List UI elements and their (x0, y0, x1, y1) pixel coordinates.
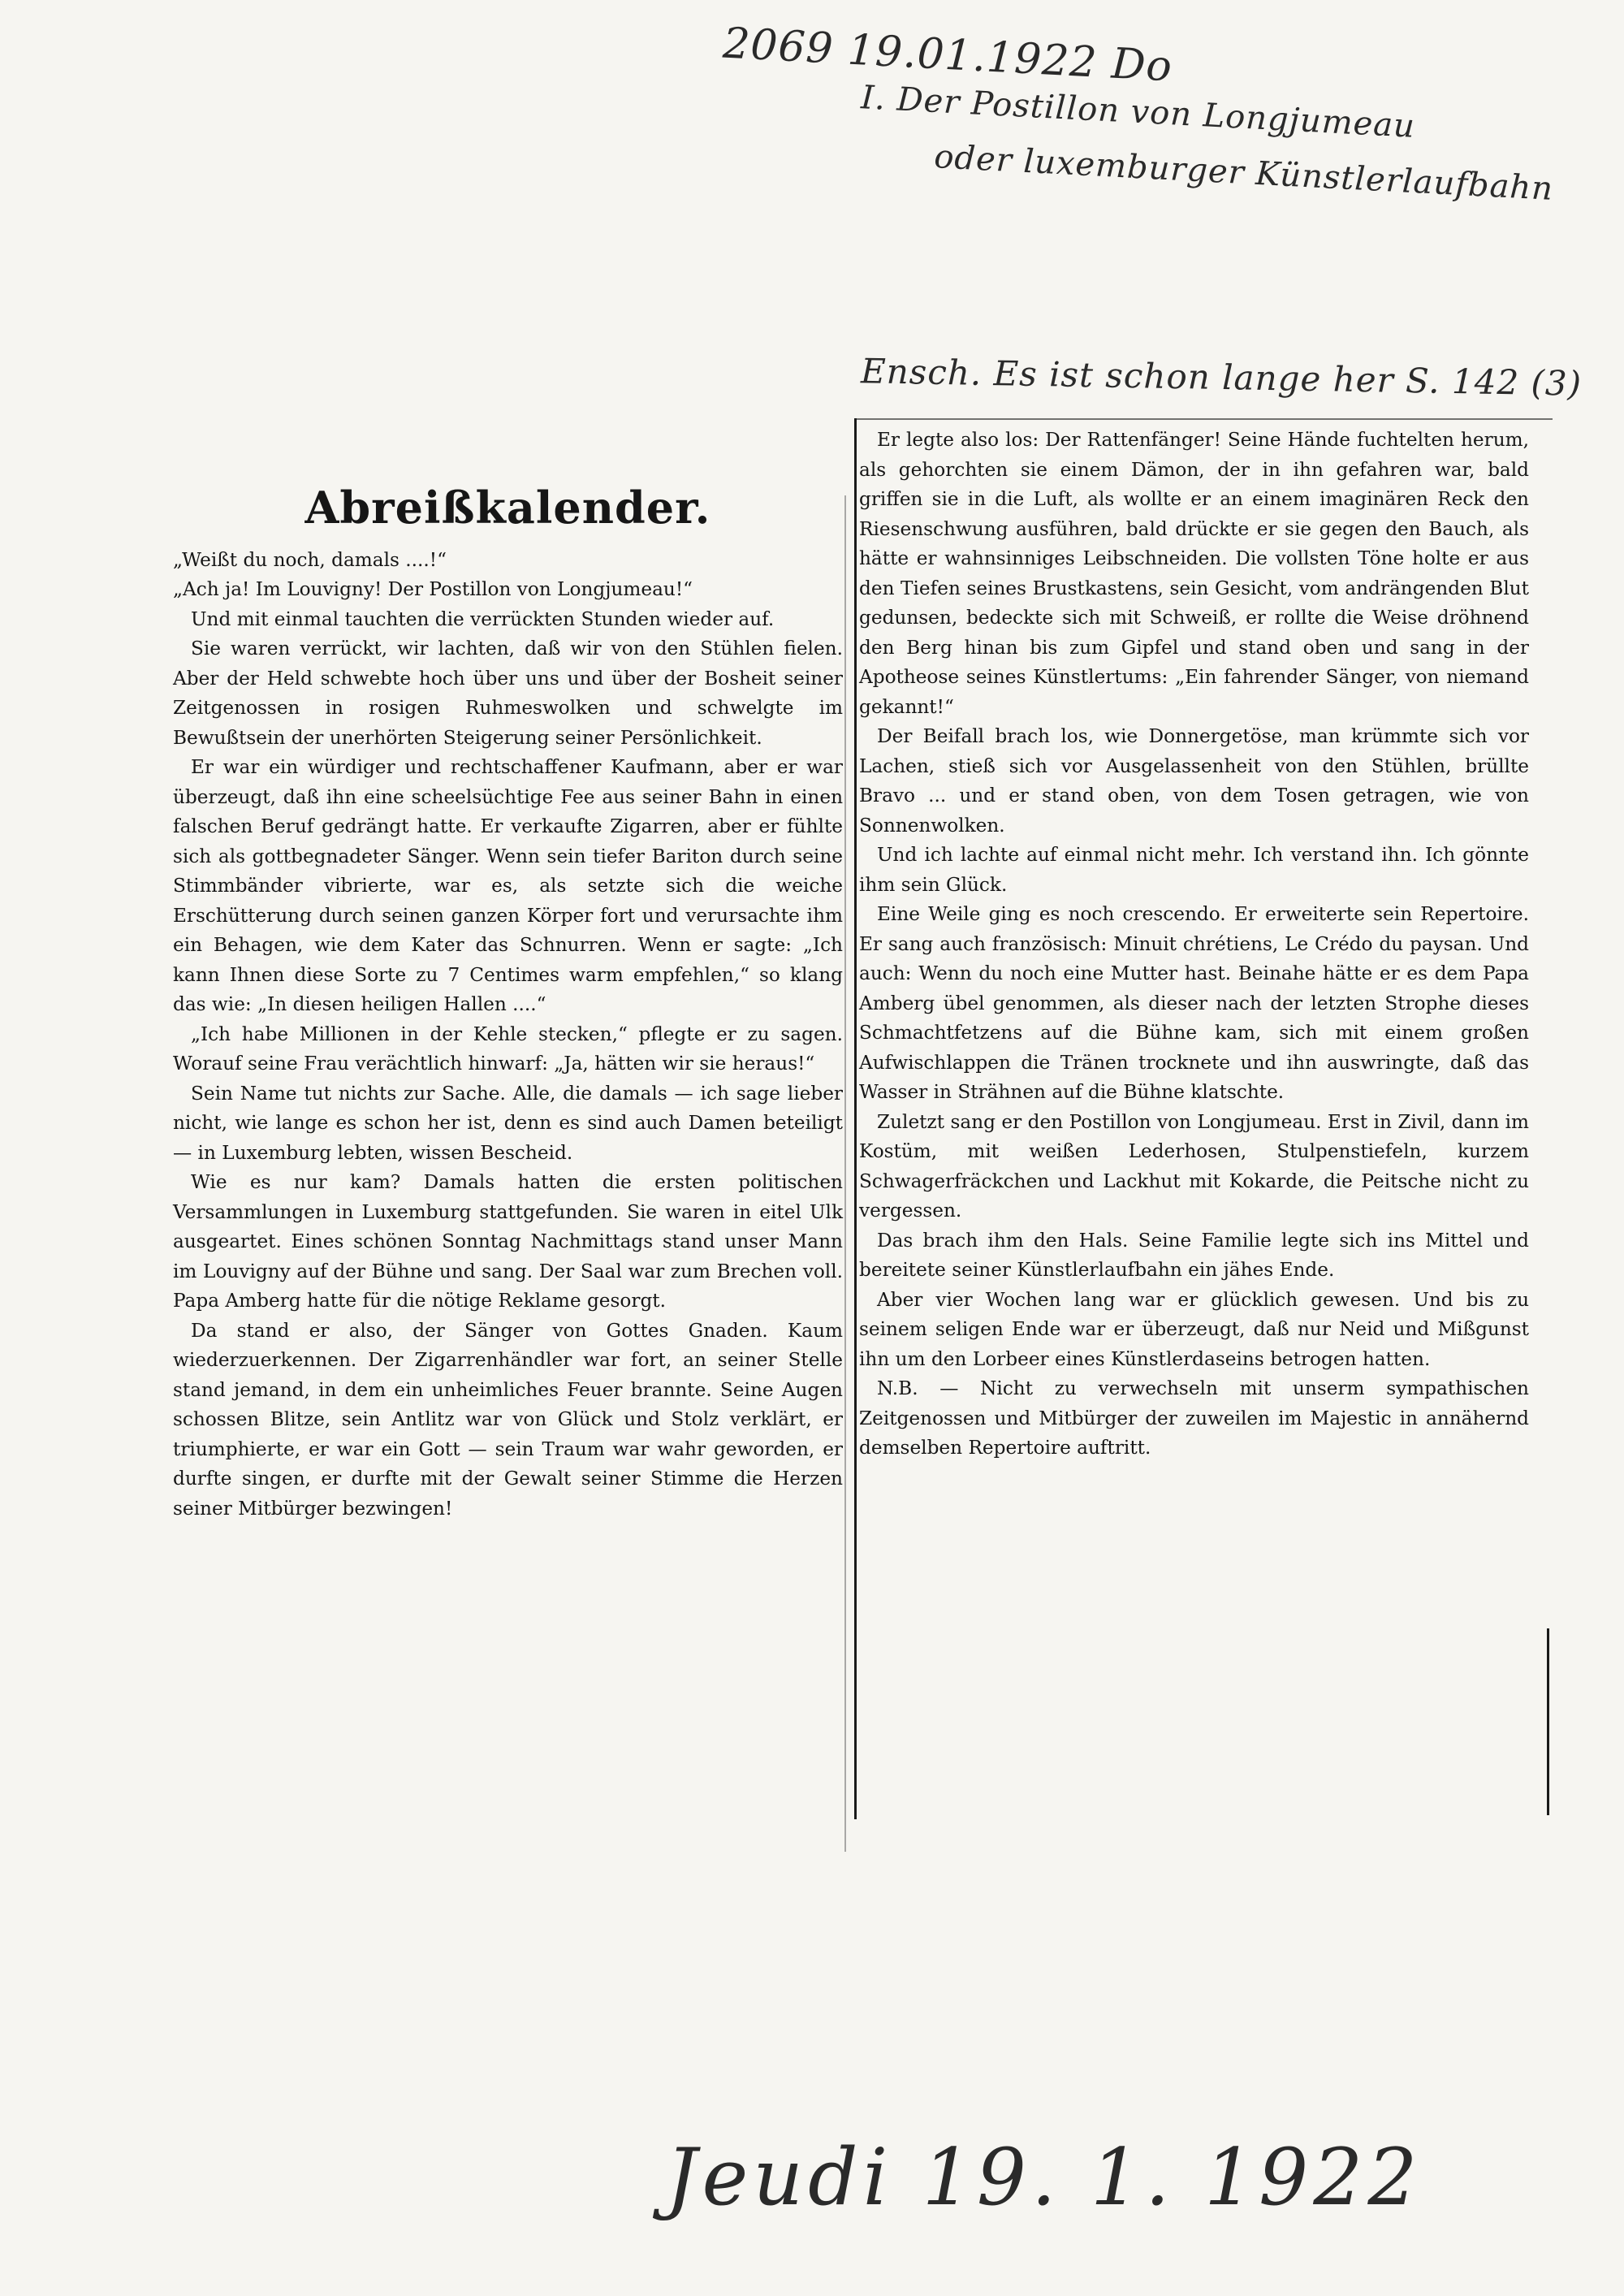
paragraph: Das brach ihm den Hals. Seine Familie legte sich ins Mittel und bereitete seiner Künstlerlaufbahn ein jähes Ende. (859, 1229, 1529, 1281)
paragraph: Wie es nur kam? Damals hatten die ersten politischen Versammlungen in Luxemburg stattgefunden. Sie waren in eitel Ulk ausgeartet. Eines schönen Sonntag Nachmittags stand unser Mann im Louvigny auf der Bühne und sang. Der Saal war zum Brechen voll. Papa Amberg hatte für die nötige Reklame gesorgt. (173, 1171, 843, 1312)
column-edge (844, 495, 846, 1852)
paragraph: „Ich habe Millionen in der Kehle stecken,“ pflegte er zu sagen. Worauf seine Frau verächtlich hinwarf: „Ja, hätten wir sie heraus!“ (173, 1023, 843, 1074)
paragraph: Sein Name tut nichts zur Sache. Alle, die damals — ich sage lieber nicht, wie lange es schon her ist, denn es sind auch Damen beteiligt — in Luxemburg lebten, wissen Bescheid. (173, 1082, 843, 1164)
article-title: Abreißkalender. (304, 482, 711, 534)
paragraph: N.B. — Nicht zu verwechseln mit unserm sympathischen Zeitgenossen und Mitbürger der zuweilen im Majestic in annähernd demselben Repertoire auftritt. (859, 1377, 1529, 1459)
handwritten-title-line1: I. Der Postillon von Longjumeau (860, 79, 1417, 145)
paragraph: „Weißt du noch, damals ....!“ (173, 548, 447, 571)
paragraph: Da stand er also, der Sänger von Gottes Gnaden. Kaum wiederzuerkennen. Der Zigarrenhändler war fort, an seiner Stelle stand jemand, in dem ein unheimliches Feuer brannte. Seine Augen schossen Blitze, sein Antlitz war von Glück und Stolz verklärt, er triumphierte, er war ein Gott — sein Traum war wahr geworden, er durfte singen, er durfte mit der Gewalt seiner Stimme die Herzen seiner Mitbürger bezwingen! (173, 1319, 843, 1520)
paragraph: Er legte also los: Der Rattenfänger! Seine Hände fuchtelten herum, als gehorchten sie einem Dämon, der in ihn gefahren war, bald griffen sie in die Luft, als wollte er an einem imaginären Reck den Riesenschwung ausführen, bald drückte er sie gegen den Bauch, als hätte er wahnsinniges Leibschneiden. Die vollsten Töne holte er aus den Tiefen seines Brustkastens, sein Gesicht, vom andrängenden Blut gedunsen, bedeckte sich mit Schweiß, er rollte die Weise dröhnend den Berg hinan bis zum Gipfel und stand oben und sang in der Apotheose seines Künstlertums: „Ein fahrender Sänger, von niemand gekannt!“ (859, 429, 1529, 718)
article-column-left (173, 482, 843, 1524)
article-column-right (859, 426, 1529, 1464)
paragraph: Eine Weile ging es noch crescendo. Er erweiterte sein Repertoire. Er sang auch französisch: Minuit chrétiens, Le Crédo du paysan. Und auch: Wenn du noch eine Mutter hast. Beinahe hätte er es dem Papa Amberg übel genommen, als dieser nach der letzten Strophe dieses Schmachtfetzens auf die Bühne kam, sich mit einem großen Aufwischlappen die Tränen trocknete und ihn auswringte, daß das Wasser in Strähnen auf die Bühne klatschte. (859, 903, 1529, 1103)
paragraph: Und ich lachte auf einmal nicht mehr. Ich verstand ihn. Ich gönnte ihm sein Glück. (859, 844, 1529, 896)
paragraph: Und mit einmal tauchten die verrückten Stunden wieder auf. (191, 608, 775, 630)
column-divider (854, 418, 857, 1819)
handwritten-source-reference: Ensch. Es ist schon lange her S. 142 (3) (860, 351, 1583, 404)
paragraph: Der Beifall brach los, wie Donnergetöse, man krümmte sich vor Lachen, stieß sich vor Ausgelassenheit von den Stühlen, brüllte Bravo ... und er stand oben, von dem Tosen getragen, wie von Sonnenwolken. (859, 725, 1529, 837)
handwritten-date-bottom: Jeudi 19. 1. 1922 (666, 2132, 1423, 2223)
clipping-border-right (1547, 1628, 1549, 1815)
clipping-border-top (854, 418, 1553, 420)
paragraph: Zuletzt sang er den Postillon von Longjumeau. Erst in Zivil, dann im Kostüm, mit weißen Lederhosen, Stulpenstiefeln, kurzem Schwagerfräckchen und Lackhut mit Kokarde, die Peitsche nicht zu vergessen. (859, 1110, 1529, 1222)
paragraph: „Ach ja! Im Louvigny! Der Postillon von Longjumeau!“ (173, 578, 693, 600)
paragraph: Er war ein würdiger und rechtschaffener Kaufmann, aber er war überzeugt, daß ihn eine scheelsüchtige Fee aus seiner Bahn in einen falschen Beruf gedrängt hatte. Er verkaufte Zigarren, aber er fühlte sich als gottbegnadeter Sänger. Wenn sein tiefer Bariton durch seine Stimmbänder vibrierte, war es, als setzte sich die weiche Erschütterung durch seinen ganzen Körper fort und verursachte ihm ein Behagen, wie dem Kater das Schnurren. Wenn er sagte: „Ich kann Ihnen diese Sorte zu 7 Centimes warm empfehlen,“ so klang das wie: „In diesen heiligen Hallen ....“ (173, 756, 843, 1015)
handwritten-title-line2: oder luxemburger Künstlerlaufbahn (933, 138, 1555, 208)
archive-number-date: 2069 19.01.1922 Do (721, 19, 1174, 92)
paragraph: Sie waren verrückt, wir lachten, daß wir von den Stühlen fielen. Aber der Held schwebte hoch über uns und über der Bosheit seiner Zeitgenossen in rosigen Ruhmeswolken und schwelgte im Bewußtsein der unerhörten Steigerung seiner Persönlichkeit. (173, 638, 843, 749)
paragraph: Aber vier Wochen lang war er glücklich gewesen. Und bis zu seinem seligen Ende war er überzeugt, daß nur Neid und Mißgunst ihn um den Lorbeer eines Künstlerdaseins betrogen hatten. (859, 1288, 1529, 1370)
